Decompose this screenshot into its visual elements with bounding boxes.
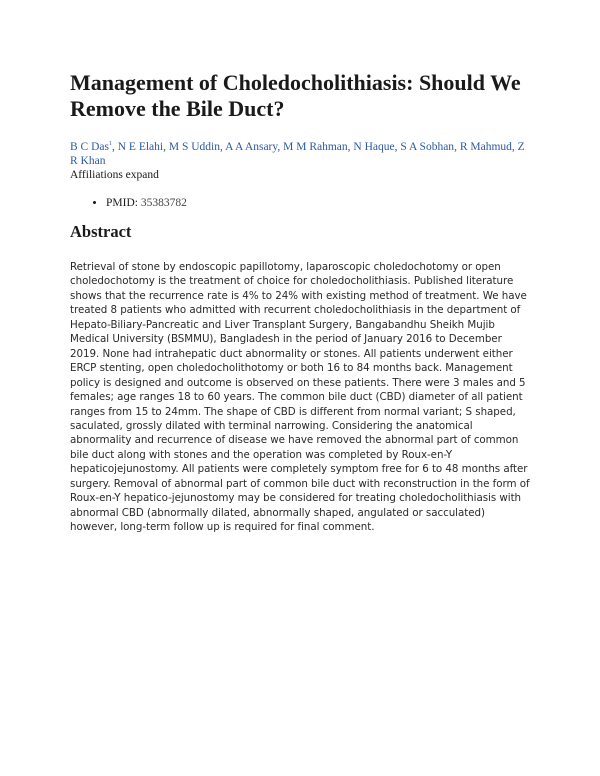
pmid-value: 35383782 — [140, 197, 187, 209]
affiliation-marker: 1 — [108, 141, 112, 148]
author-link[interactable]: M M Rahman — [283, 141, 348, 153]
article-title: Management of Choledocholithiasis: Should We Remove the Bile Duct? — [70, 70, 521, 121]
abstract-heading: Abstract — [70, 222, 132, 241]
affiliations-expand-toggle[interactable]: Affiliations expand — [70, 169, 159, 181]
author-link[interactable]: N Haque — [353, 141, 395, 153]
author-link[interactable]: Z R Khan — [70, 141, 525, 167]
pmid-item — [106, 196, 532, 210]
author-link[interactable]: M S Uddin — [168, 141, 220, 153]
article-page — [70, 70, 532, 535]
author-link[interactable]: B C Das$^1$ — [70, 141, 112, 153]
pmid-label: PMID: — [106, 197, 138, 209]
author-link[interactable]: S A Sobhan — [400, 141, 455, 153]
author-link[interactable]: A A Ansary — [225, 141, 278, 153]
author-link[interactable]: N E Elahi — [117, 141, 164, 153]
abstract-text: Retrieval of stone by endoscopic papillotomy, laparoscopic choledochotomy or open choledochotomy is the treatment of choice for choledocholithiasis. Published literature shows that the recurrence rate is 4% to 24% with existing method of treatment. We have treated 8 patients who admitted with recurrent choledocholithiasis in the department of Hepato-Biliary-Pancreatic and Liver Transplant Surgery, Bangabandhu Sheikh Mujib Medical University (BSMMU), Bangladesh in the period of January 2016 to December 2019. None had intrahepatic duct abnormality or stones. All patients underwent either ERCP stenting, open choledocholithotomy or both 16 to 84 months back. Management policy is designed and outcome is observed on these patients. There were 3 males and 5 females; age ranges 18 to 60 years. The common bile duct (CBD) diameter of all patient ranges from 15 to 24mm. The shape of CBD is different from normal variant; S shaped, saculated, grossly dilated with terminal narrowing. Considering the anatomical abnormality and recurrence of disease we have removed the abnormal part of common bile duct along with stones and the operation was completed by Roux-en-Y hepaticojejunostomy. All patients were completely symptom free for 6 to 48 months after surgery. Removal of abnormal part of common bile duct with reconstruction in the form of Roux-en-Y hepatico-jejunostomy may be considered for treating choledocholithiasis with abnormal CBD (abnormally dilated, abnormally shaped, angulated or sacculated) however, long-term follow up is required for final comment. — [70, 261, 530, 534]
author-list: B C Das$^1$, N E Elahi, M S Uddin, A A Ansary, M M Rahman, N Haque, S A Sobhan, R Mahmud, Z R Khan — [70, 141, 525, 167]
identifier-list — [70, 196, 532, 210]
author-link[interactable]: R Mahmud — [459, 141, 512, 153]
